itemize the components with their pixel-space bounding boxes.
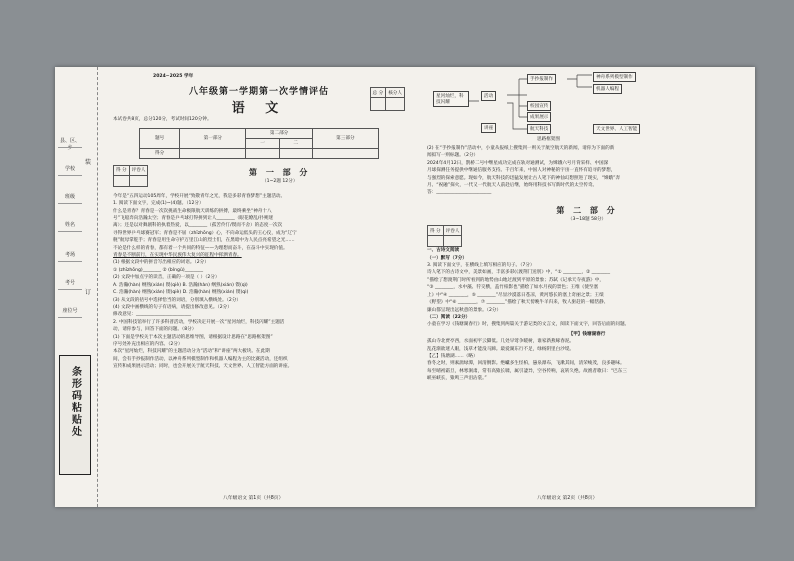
mindmap-lecture: 讲座 [481, 123, 496, 133]
mindmap-caption: 思路框架图 [537, 137, 560, 142]
binding-sidebar [55, 67, 98, 507]
subquestion: 2. 中国科技馆举行了许多科普活动，学校决定开展一次“星河灿烂，科技闪耀”主题活 [113, 319, 285, 325]
question-text-right [427, 145, 747, 197]
text-line: 寻得世界乒乓球赛冠军；青春是不屈（zhīzhōng）心，不向命运低头的王心仪，成为“辽宁 [113, 230, 297, 236]
mindmap-center: 星河灿烂，科技闪耀 [433, 91, 469, 107]
side-field-seat: 座位号 [62, 308, 78, 314]
poem-line: 【乙】钱塘湖……（略） [427, 353, 478, 359]
subquestion: 动，请你参与，回答下面的问题。（8分） [113, 327, 197, 333]
poem-line: 春冬之时，则素湍绿潭，回清倒影。绝巘多生怪柏，悬泉瀑布，飞漱其间，清荣峻茂，良多趣味。 [427, 361, 625, 367]
checker-label: 核分人 [386, 88, 405, 98]
section-heading: （二）阅读（22分） [427, 314, 471, 320]
side-line [58, 175, 82, 176]
score-table-header: 第二部分 [246, 128, 312, 138]
school-year: 2024~2025 学年 [153, 74, 194, 79]
instructions: 本试卷共8页，总分120分，考试时间120分钟。 [113, 117, 212, 123]
score-table-sub: 一 [246, 138, 279, 148]
fold-mark: 订 [85, 289, 92, 296]
text-line: 廉山都呈现出远秋意的景象。（2分） [427, 307, 502, 313]
score-table-row: 得分 [140, 148, 180, 158]
fold-mark: 装 [85, 159, 92, 166]
text-line: 什么是青春？青春是一次次挑战生命极限航天训练的拼搏，最终乘坐“神舟十八 [113, 208, 272, 214]
text-line: 舰”航母掌舵手；青春是用生命守护万里江山的烈士们，在黑暗中为人民点亮希望之光…… [113, 238, 295, 244]
exam-title: 八年级第一学期第一次学情评估 [188, 87, 329, 98]
text-line: 上》中“④ ________，⑤ ________”尽显沙漠落日苍凉，黄河悠长的塞上奇丽之景；王绩 [427, 292, 604, 298]
side-line [58, 203, 82, 204]
side-line [58, 231, 82, 232]
text-line: 月、“祝融”探火，一代又一代航天人前赴后继，始终用科技书写新时代的太空传奇。 [427, 183, 598, 189]
subquestion: 宣传和成果展示活动；同时，也会开展关于航天科技、天文世界、人工智能方面的讲座。 [113, 364, 293, 370]
scorer-label: 评卷人 [443, 226, 462, 236]
page-left [113, 73, 405, 503]
text-line: 闻拟写一则标题。（2分） [427, 153, 479, 159]
side-line [58, 147, 82, 148]
subquestion: 间，会有手抄报制作活动，以神舟系列模型制作和机器人编程为主的比赛活动，还组织 [113, 356, 288, 362]
mindmap-item: 航天科技 [527, 124, 551, 134]
text-line: (2) 在“手抄报制作”活动中，小童从报纸上搜集到一则关于航空航天的新闻，请你为下面的新 [427, 146, 615, 151]
mindmap-item: 校园宣传 [527, 101, 551, 111]
reading-intro: 小童在学习《钱塘湖春行》时，搜集到两篇关于游记类的文言文，阅读下面文字，回答后面的问题。 [427, 322, 630, 328]
text-line: 《野望》中“⑥ ________，⑦ ________”描绘了秋天傍晚牛羊归来，牧人驱赶的一幅恬静、 [427, 300, 609, 306]
side-field-region: 县、区、乡 [59, 138, 80, 151]
subquestion: 本次“星河灿烂，科技闪耀”的主题活动分为“活动”和“讲座”两大板块。在此期 [113, 349, 270, 355]
score-table [139, 128, 379, 159]
poem-line: 孤山寺北贾亭西，水面初平云脚低。几处早莺争暖树，谁家新燕啄春泥。 [427, 339, 575, 345]
subquestion: (2) 文段中加点字的读音，正确的一项是（ ）（2分） [113, 275, 220, 281]
side-field-id: 考号 [64, 280, 75, 286]
text-line: 诗人笔下的古诗文中，美景如画，丰富多彩(《渡荆门送别》中，“① ________，② ________ [427, 270, 611, 276]
mindmap-lines [427, 73, 747, 145]
section-heading: 一、古诗文阅读 [427, 248, 460, 254]
section-heading: （一）默写（7分） [427, 255, 467, 261]
poem-line: 乱花渐欲迷人眼，浅草才能没马蹄。最爱湖东行不足，绿杨阴里白沙堤。 [427, 346, 575, 352]
answer-line: 答：________________________ [427, 190, 492, 196]
text-line: 离）；还是以对舞剧科的执着热爱，以________（孤苦伶仃/锲而不舍）的态度一次次 [113, 223, 283, 229]
subquestion: C. 浩瀚(hàn) 纲熟(xián) 锲(qiè) D. 浩瀚(hàn) 纲熟(xián) 锲(qì) [113, 290, 249, 296]
poem-line: 每至晴初霜旦，林寒涧肃，常有高猿长啸，属引凄异，空谷传响，哀转久绝。故渔者歌曰：“巴东三 [427, 368, 627, 374]
subquestion: 修改意见：________________________ [113, 312, 192, 318]
subject-title: 语 文 [231, 101, 287, 117]
total-label: 总 分 [370, 88, 386, 98]
subquestion: (1) 根据文段中的拼音写出相应的词语。（2分） [113, 260, 209, 266]
page-right [427, 73, 747, 503]
score-table-header: 第三部分 [312, 128, 378, 148]
poem-line: 峡巫峡长，猿鸣三声泪沾裳。” [427, 376, 487, 382]
poem-text [427, 338, 747, 382]
text-line: “③ ________，水中藻、荇交横，盖竹柏影也”描绘了如水月夜的景色；王维《使至塞 [427, 285, 599, 291]
subquestion: (3) 从文段的括号中选择恰当的词语，分别填入横线处。（2分） [113, 297, 242, 303]
side-field-class: 班级 [64, 194, 75, 200]
text-line: 3. 阅读下面文字，在横线上填写相应的句子。（7分） [427, 263, 535, 269]
text-line: 2024年4月12日，鹊桥二号中继星成功完成在轨对通测试，为嫦娥六号月背采样、中国深 [427, 160, 609, 166]
subquestion: (1) 下面是学校关于本次主题活动的思维导图，请根据设计思路在“思路框架图” [113, 334, 273, 340]
scorer-box-2 [427, 225, 462, 247]
text-line: ”描绘了想渡荆门时所看到的地势由山地过渡到平原的景象；苏轼《记承天寺夜游》中， [427, 277, 604, 283]
question-text-left [113, 193, 405, 371]
text-line: 与强烈的探索意愿。现如今，航天科技的迅猛发展让古人笔下的神仙幻想照进了现实，“嫦娥”奔 [427, 175, 621, 181]
part2-subtitle: （3~18题 58分） [567, 216, 607, 222]
text-line: 月球探测任务提供中继通信服务支持。千百年来，中国人对神秘的宇宙一直怀有追寻的梦想， [427, 168, 616, 174]
total-score-box [370, 87, 405, 111]
part2-title: 第 二 部 分 [556, 205, 618, 215]
mindmap-item: 天文世界、人工智能 [593, 124, 640, 134]
part1-subtitle: （1~2题 12分） [262, 178, 298, 184]
text-line: 不论是什么样的青春，都有着一个共同的特征——为理想而奋斗，在奋斗中实现价值。 [113, 245, 288, 251]
mindmap-item: 成果展示 [527, 112, 551, 122]
exam-paper [55, 67, 755, 507]
scorer-label: 得 分 [428, 226, 444, 236]
scorer-label: 得 分 [114, 165, 130, 175]
page-footer-left: 八年级语文 第1页（共8页） [223, 496, 284, 501]
scorer-box [113, 165, 148, 187]
text-line: 今年是“五四运动105周年，学校开展“致敬青年之光，我是多彩青春梦想”主题活动。 [113, 193, 286, 199]
part1-title: 第 一 部 分 [249, 167, 311, 177]
scorer-label: 评卷人 [129, 165, 148, 175]
page-footer-right: 八年级语文 第2页（共8页） [537, 496, 598, 501]
mindmap-item: 机器人编程 [593, 84, 622, 94]
side-field-school: 学校 [64, 166, 75, 172]
score-table-sub: 二 [279, 138, 312, 148]
subquestion: (4) 文段中画横线的句子有语病，请提出修改意见。（2分） [113, 304, 232, 310]
side-line [58, 289, 82, 290]
side-field-name: 姓名 [64, 222, 75, 228]
text-line: 号”飞船奔向浩瀚太空；青春是乒乓球打得拼到让人________（眼花缭乱/扑朔迷 [113, 216, 274, 222]
mindmap-item: 手抄报制作 [527, 74, 556, 84]
poem-title: 【甲】钱塘湖春行 [568, 331, 606, 337]
mindmap-activity: 活动 [481, 91, 496, 101]
side-line [58, 261, 82, 262]
score-table-header: 第一部分 [180, 128, 246, 148]
text-line: 青春是不断前行，在实现中华民族伟大复兴的征程中挥洒青春。 [113, 253, 242, 259]
side-field-room: 考场 [64, 252, 75, 258]
subquestion: A. 浩瀚(hàn) 纲熟(xián) 锲(qiè) B. 浩瀚(hàn) 纲熟(xián) 锲(qì) [113, 282, 248, 288]
q3-text [427, 262, 747, 314]
subquestion: 序号处补充出相应的内容。（2分） [113, 341, 183, 347]
barcode-label: 条形码粘贴处 [69, 366, 81, 438]
subquestion: ① (zhīzhōng)________ ② (bǐngǔ)________ [113, 267, 204, 273]
mindmap [427, 73, 747, 145]
mindmap-item: 神舟系列模型制作 [593, 72, 636, 82]
barcode-area [59, 355, 91, 475]
score-table-header: 题号 [140, 128, 180, 148]
side-line [58, 317, 82, 318]
text-line: 1. 阅读下面文字，完成(1)~(4)题。（12分） [113, 201, 204, 207]
